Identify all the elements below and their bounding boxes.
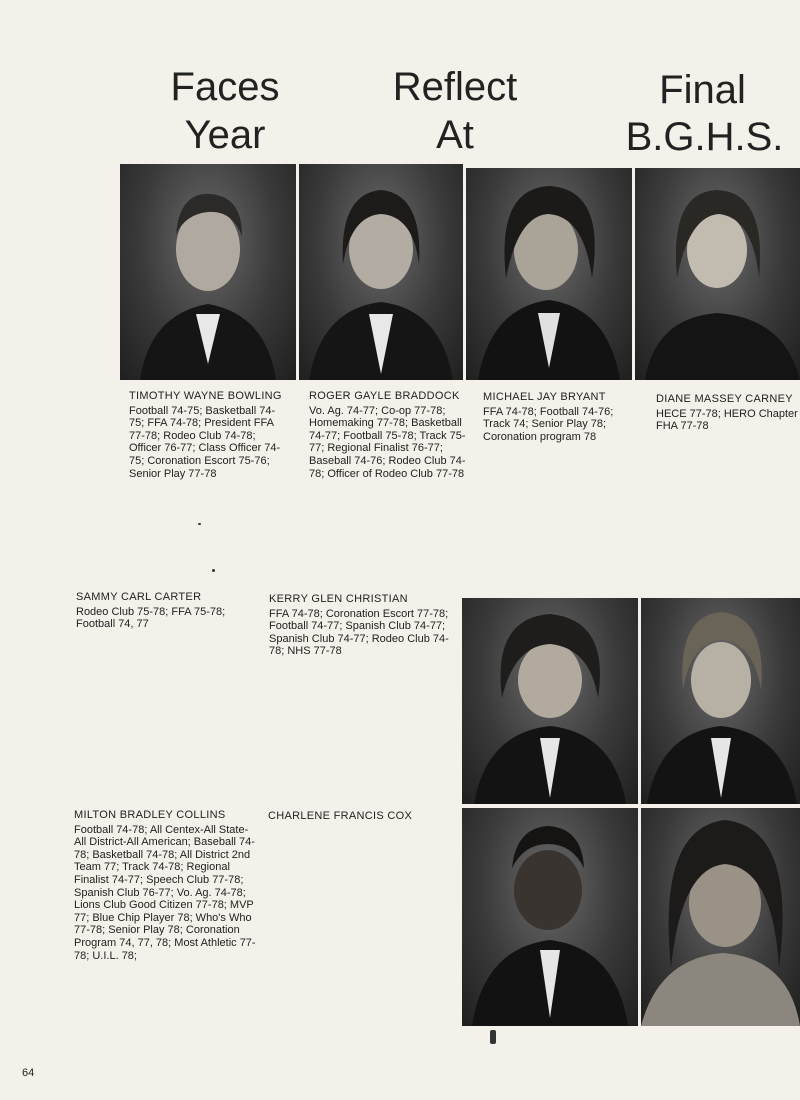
heading-word-faces: Faces xyxy=(170,65,280,109)
student-bio-2 xyxy=(309,390,469,480)
student-name: MILTON BRADLEY COLLINS xyxy=(74,809,226,821)
student-bio-7 xyxy=(74,809,258,962)
student-name: TIMOTHY WAYNE BOWLING xyxy=(129,390,282,402)
student-name: CHARLENE FRANCIS COX xyxy=(268,810,413,822)
student-name: KERRY GLEN CHRISTIAN xyxy=(269,593,408,605)
heading-word-reflect: Reflect xyxy=(392,65,518,109)
page-number: 64 xyxy=(22,1067,35,1079)
ink-speck xyxy=(212,569,215,572)
student-activities: Football 74-75; Basketball 74-75; FFA 74-78; President FFA 77-78; Rodeo Club 74-78; Officer 76-77; Class Officer 74-75; Coronation Escort 75-76; Senior Play 77-78 xyxy=(129,404,281,480)
student-name: DIANE MASSEY CARNEY xyxy=(656,393,793,405)
student-bio-8 xyxy=(268,810,448,825)
student-activities: Rodeo Club 75-78; FFA 75-78; Football 74, 77 xyxy=(76,605,226,631)
student-photo-3 xyxy=(466,168,632,380)
ink-speck xyxy=(198,523,201,525)
student-activities: HECE 77-78; HERO Chapter FHA 77-78 xyxy=(656,407,798,433)
student-bio-3 xyxy=(483,391,633,443)
heading-word-bghs: B.G.H.S. xyxy=(625,115,784,159)
student-activities: Football 74-78; All Centex-All State-All District-All American; Baseball 74-78; Basketball 74-78; All District 2nd Team 77; Track 74-78; Regional Finalist 74-77; Speech Club 77-78; Spanish Club 76-77; Vo. Ag. 74-78; Lions Club Good Citizen 77-78; MVP 77; Blue Chip Player 78; Who's Who 77-78; Senior Play 78; Coronation Program 74, 77, 78; Most Athletic 77-78; U.I.L. 78; xyxy=(74,823,256,962)
ink-speck xyxy=(490,1030,496,1044)
student-photo-5 xyxy=(462,598,638,804)
student-name: ROGER GAYLE BRADDOCK xyxy=(309,390,460,402)
student-photo-2 xyxy=(299,164,463,380)
student-bio-6 xyxy=(269,593,449,658)
student-name: MICHAEL JAY BRYANT xyxy=(483,391,606,403)
student-name: SAMMY CARL CARTER xyxy=(76,591,202,603)
student-photo-8 xyxy=(641,808,800,1026)
student-bio-4 xyxy=(656,393,798,433)
student-activities: Vo. Ag. 74-77; Co-op 77-78; Homemaking 77-78; Basketball 74-77; Football 75-78; Track 75-77; Regional Finalist 76-77; Baseball 74-76; Rodeo Club 74-78; Officer of Rodeo Club 77-78 xyxy=(309,404,466,480)
heading-word-year: Year xyxy=(184,113,266,157)
student-photo-4 xyxy=(635,168,800,380)
student-activities: FFA 74-78; Coronation Escort 77-78; Football 74-77; Spanish Club 74-77; Spanish Club 74-77; Rodeo Club 74-78; NHS 77-78 xyxy=(269,607,449,658)
student-bio-5 xyxy=(76,591,246,631)
student-bio-1 xyxy=(129,390,289,480)
student-photo-6 xyxy=(641,598,800,804)
student-photo-1 xyxy=(120,164,296,380)
student-activities: FFA 74-78; Football 74-76; Track 74; Senior Play 78; Coronation program 78 xyxy=(483,405,614,443)
heading-word-final: Final xyxy=(659,68,746,112)
heading-word-at: At xyxy=(436,113,474,157)
student-photo-7 xyxy=(462,808,638,1026)
